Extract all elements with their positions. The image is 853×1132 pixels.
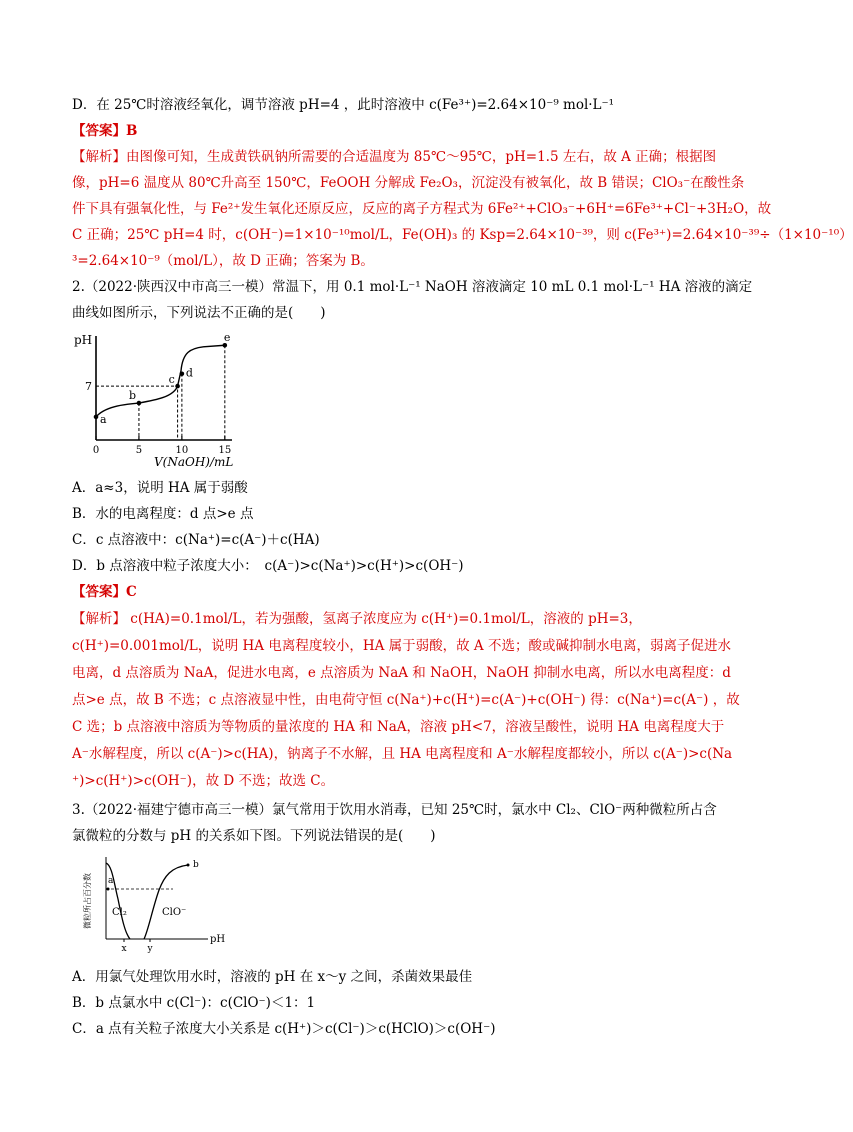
series-clo-curve: [144, 865, 188, 939]
q2-analysis-line: c(H⁺)=0.001mol/L，说明 HA 电离程度较小，HA 属于弱酸，故 A 不选；酸或碱抑制水电离，弱离子促进水: [72, 638, 731, 654]
q3-option-b: B．b 点氯水中 c(Cl⁻)：c(ClO⁻)＜1：1: [72, 995, 316, 1011]
q2-stem-line: 曲线如图所示，下列说法不正确的是( ): [72, 305, 326, 321]
point-label-a: a: [108, 876, 114, 886]
point-label-e: e: [223, 331, 231, 345]
x-axis-label: V(NaOH)/mL: [154, 455, 234, 469]
q2-stem-line: 2.（2022·陕西汉中市高三一模）常温下，用 0.1 mol·L⁻¹ NaOH 溶液滴定 10 mL 0.1 mol·L⁻¹ HA 溶液的滴定: [72, 279, 753, 295]
q2-analysis-line: ⁺)>c(H⁺)>c(OH⁻)，故 D 不选；故选 C。: [72, 773, 335, 789]
x-tick-label: 5: [135, 445, 143, 456]
point-a: [94, 415, 99, 420]
q2-option-d: D．b 点溶液中粒子浓度大小： c(A⁻)>c(Na⁺)>c(H⁺)>c(OH⁻): [72, 558, 464, 574]
q2-option-b: B．水的电离程度：d 点>e 点: [72, 506, 254, 522]
q2-analysis-line: A⁻水解程度，所以 c(A⁻)>c(HA)，钠离子不水解，且 HA 电离程度和 A⁻水解程度都较小，所以 c(A⁻)>c(Na: [72, 746, 733, 762]
y-axis-label: 微粒所占百分数: [83, 873, 92, 929]
q1-analysis-line: C 正确；25℃ pH=4 时，c(OH⁻)=1×10⁻¹⁰mol/L，Fe(OH)₃ 的 Ksp=2.64×10⁻³⁹，则 c(Fe³⁺)=2.64×10⁻³⁹÷（1×10⁻¹⁰）: [72, 227, 853, 243]
q3-stem-line: 氯微粒的分数与 pH 的关系如下图。下列说法错误的是( ): [72, 828, 436, 844]
q2-option-c: C．c 点溶液中：c(Na⁺)=c(A⁻)＋c(HA): [72, 532, 320, 548]
series-label-clo: ClO⁻: [162, 907, 187, 918]
point-c: [175, 384, 180, 389]
point-label-d: d: [185, 366, 193, 380]
titration-curve: [96, 345, 225, 417]
q3-stem-line: 3.（2022·福建宁德市高三一模）氯气常用于饮用水消毒，已知 25℃时，氯水中 Cl₂、ClO⁻两种微粒所占含: [72, 802, 717, 818]
titration-curve-chart: [74, 328, 252, 473]
point-d: [180, 371, 185, 376]
q1-option-d: D．在 25℃时溶液经氧化，调节溶液 pH=4 ，此时溶液中 c(Fe³⁺)=2.64×10⁻⁹ mol·L⁻¹: [72, 97, 615, 113]
point-label-b: b: [193, 860, 199, 870]
point-b: [137, 401, 142, 406]
series-label-cl2: Cl₂: [112, 907, 127, 918]
y-tick-label: 7: [85, 380, 92, 394]
point-label-a: a: [100, 412, 107, 426]
q2-analysis-line: C 选；b 点溶液中溶质为等物质的量浓度的 HA 和 NaA，溶液 pH<7，溶液呈酸性，说明 HA 电离程度大于: [72, 719, 725, 735]
x-tick-label: 10: [175, 445, 189, 456]
x-tick-label: 15: [218, 445, 232, 456]
y-axis-label: pH: [74, 333, 93, 347]
q3-option-a: A．用氯气处理饮用水时，溶液的 pH 在 x～y 之间，杀菌效果最佳: [72, 969, 473, 985]
x-tick-label: x: [121, 944, 127, 954]
chlorine-fraction-chart: [78, 853, 228, 953]
q2-analysis-line: 电离，d 点溶质为 NaA，促进水电离，e 点溶质为 NaA 和 NaOH，NaOH 抑制水电离，所以水电离程度：d: [72, 665, 731, 681]
point-label-b: b: [128, 389, 136, 403]
x-tick-label: y: [147, 944, 153, 954]
q2-analysis-line: 【解析】 c(HA)=0.1mol/L，若为强酸，氢离子浓度应为 c(H⁺)=0.1mol/L，溶液的 pH=3，: [72, 611, 642, 627]
series-cl2-curve: [106, 863, 130, 939]
point-label-c: c: [168, 373, 175, 387]
q1-analysis-line: 件下具有强氧化性，与 Fe²⁺发生氧化还原反应，反应的离子方程式为 6Fe²⁺+ClO₃⁻+6H⁺=6Fe³⁺+Cl⁻+3H₂O，故: [72, 201, 772, 217]
q1-analysis-line: 像，pH=6 温度从 80℃升高至 150℃，FeOOH 分解成 Fe₂O₃，沉淀没有被氧化，故 B 错误；ClO₃⁻在酸性条: [72, 175, 745, 191]
q1-answer: 【答案】B: [72, 123, 138, 139]
q1-analysis-line: ³=2.64×10⁻⁹（mol/L），故 D 正确；答案为 B。: [72, 253, 374, 269]
x-axis-label: pH: [210, 934, 226, 945]
x-tick-label: 0: [92, 445, 100, 456]
point-b: [187, 864, 190, 867]
q2-answer: 【答案】C: [72, 584, 137, 600]
point-a: [107, 888, 110, 891]
q2-option-a: A．a≈3，说明 HA 属于弱酸: [72, 480, 248, 496]
q3-option-c: C．a 点有关粒子浓度大小关系是 c(H⁺)＞c(Cl⁻)＞c(HClO)＞c(OH⁻): [72, 1021, 496, 1037]
q1-analysis-line: 【解析】由图像可知，生成黄铁矾钠所需要的合适温度为 85℃～95℃，pH=1.5 左右，故 A 正确；根据图: [72, 149, 717, 165]
guide-line-c: [96, 386, 178, 440]
q2-analysis-line: 点>e 点，故 B 不选；c 点溶液显中性，由电荷守恒 c(Na⁺)+c(H⁺)=c(A⁻)+c(OH⁻) 得：c(Na⁺)=c(A⁻) ，故: [72, 692, 740, 708]
